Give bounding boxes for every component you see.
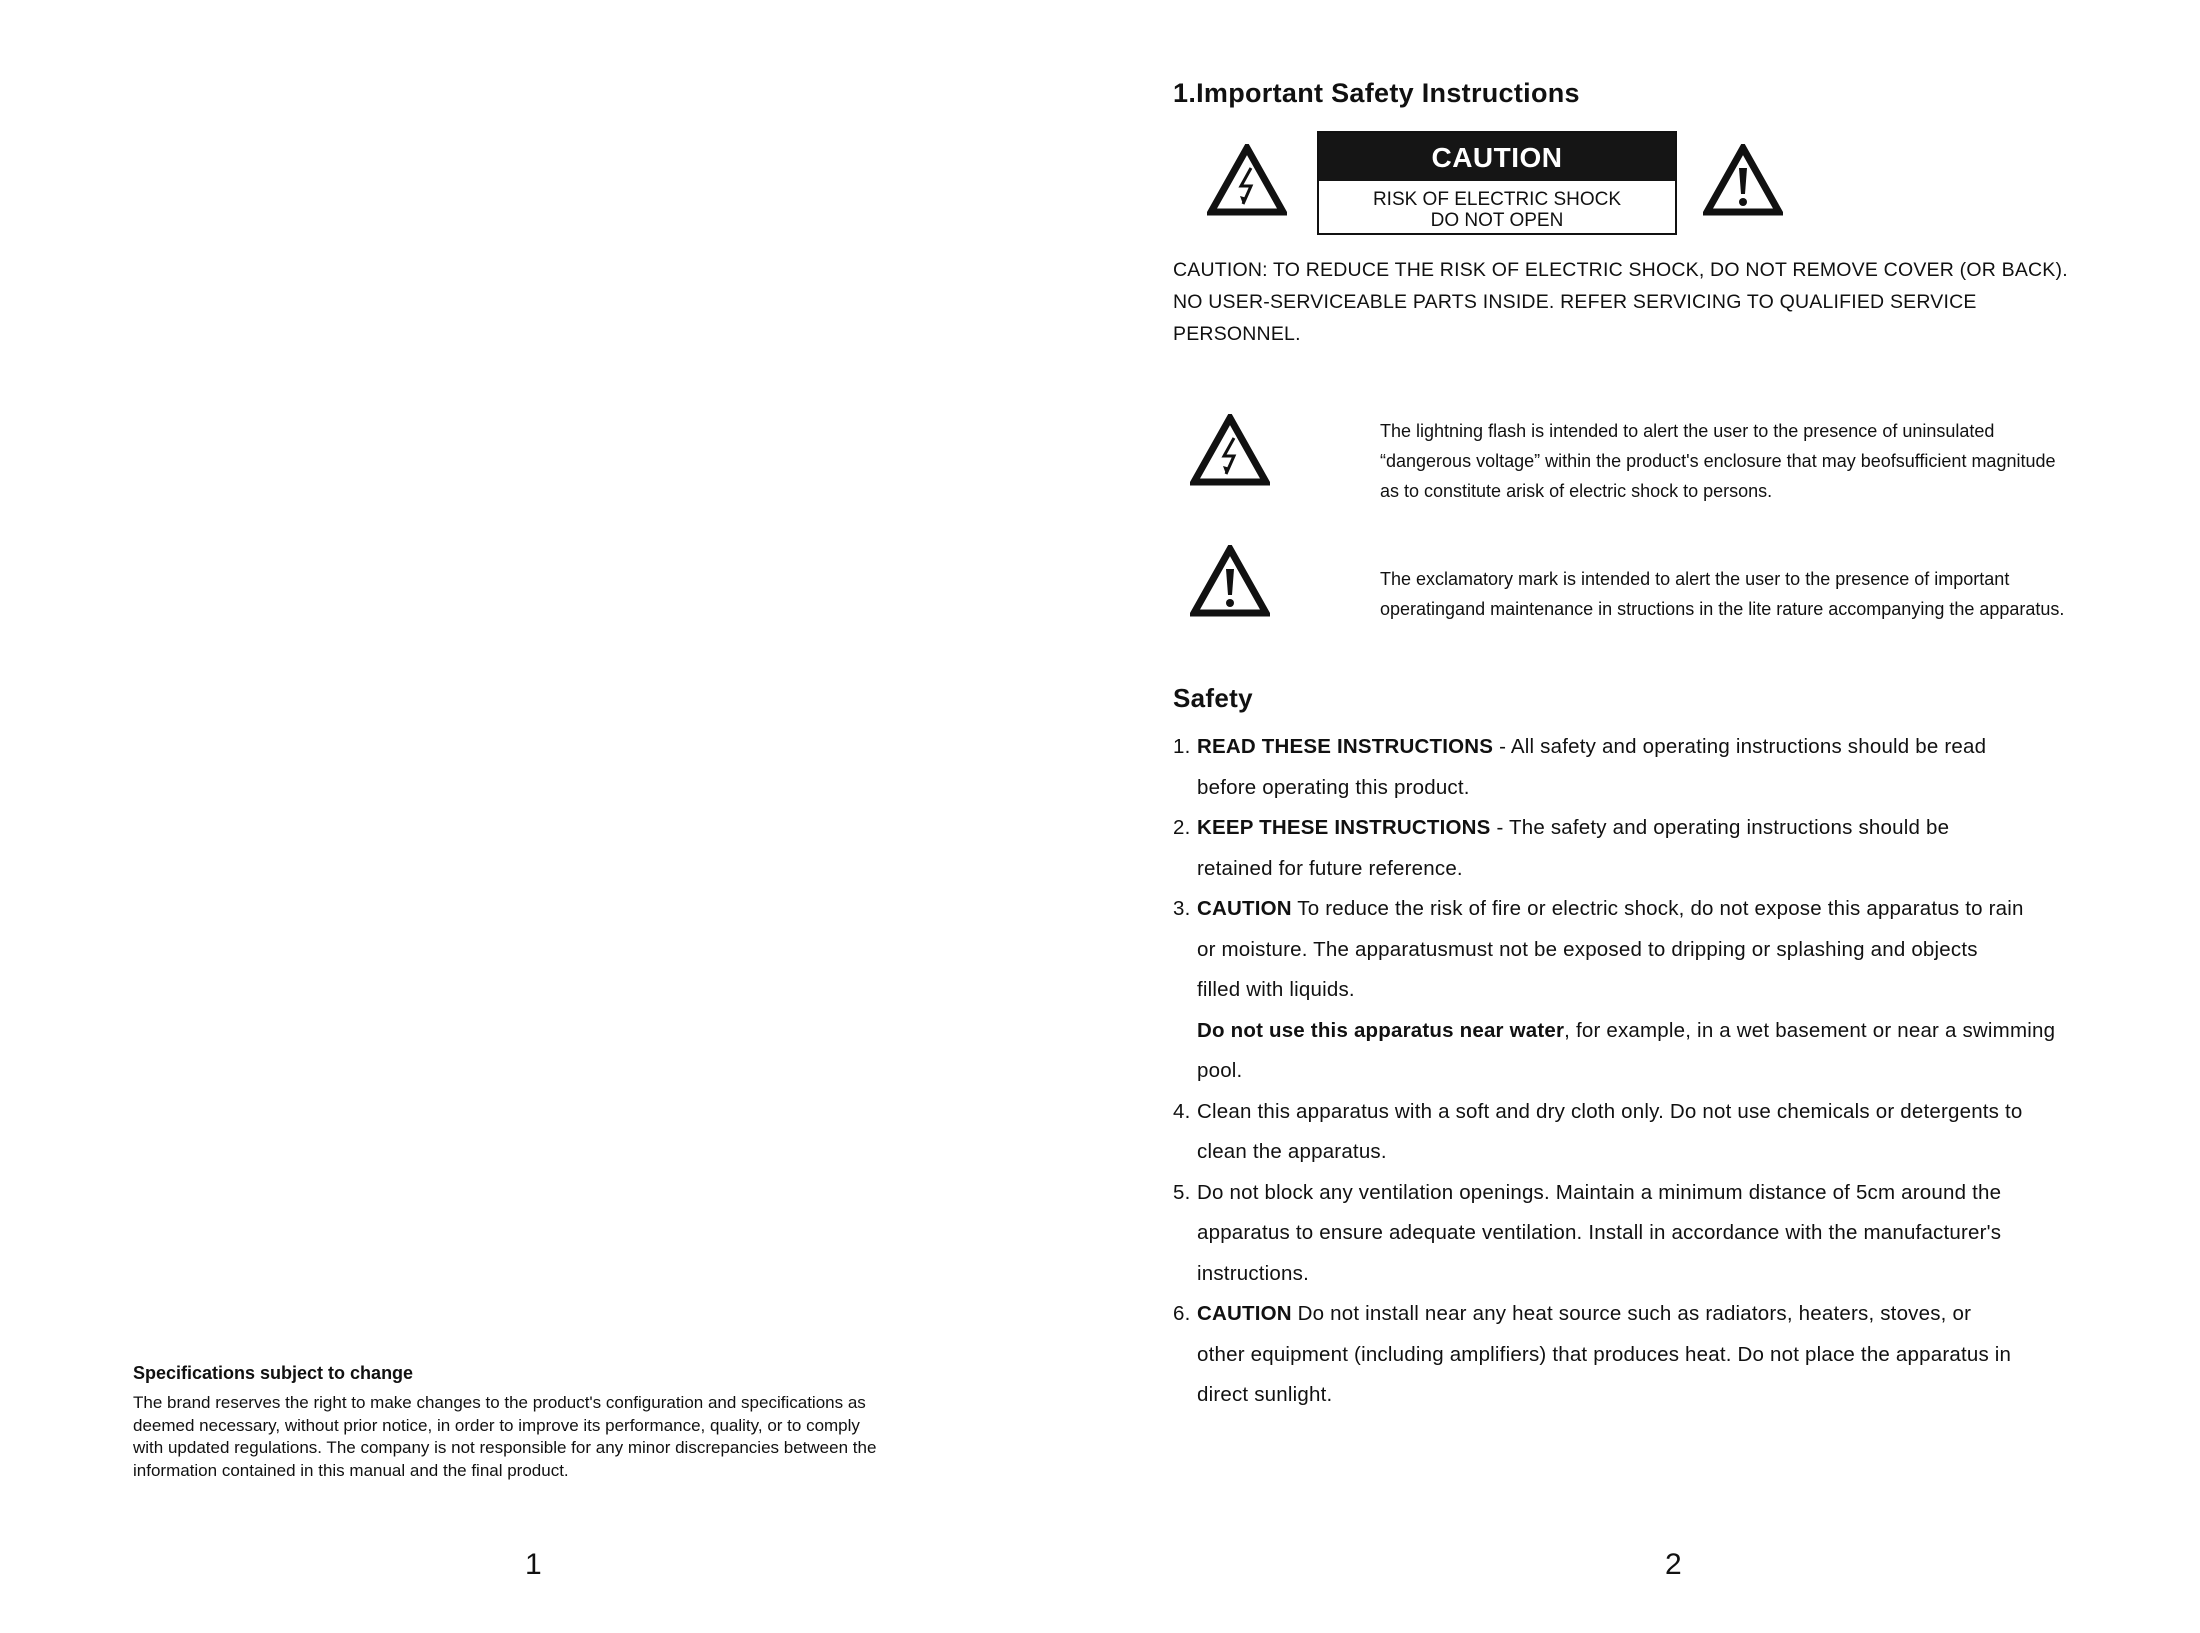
caution-heading: CAUTION bbox=[1319, 133, 1675, 181]
note-line: The exclamatory mark is intended to alert the user to the presence of important bbox=[1380, 569, 2010, 589]
safety-item bbox=[1173, 1092, 2193, 1173]
caution-label-box bbox=[1317, 131, 1677, 235]
item-bold: Do not use this apparatus near water bbox=[1197, 1018, 1565, 1042]
lightning-warning-icon bbox=[1207, 144, 1287, 221]
item-text: - The safety and operating instructions should be bbox=[1490, 816, 1950, 839]
item-bold: KEEP THESE INSTRUCTIONS bbox=[1197, 816, 1491, 839]
safety-item bbox=[1173, 808, 2193, 889]
item-bold: CAUTION bbox=[1197, 1302, 1292, 1325]
item-number: 2. bbox=[1173, 816, 1191, 839]
item-bold: READ THESE INSTRUCTIONS bbox=[1197, 735, 1494, 758]
item-number: 4. bbox=[1173, 1099, 1191, 1123]
item-text: retained for future reference. bbox=[1197, 856, 1463, 880]
item-text: direct sunlight. bbox=[1197, 1383, 1333, 1406]
caution-line: NO USER-SERVICEABLE PARTS INSIDE. REFER SERVICING TO QUALIFIED SERVICE bbox=[1173, 291, 1977, 313]
item-text: Clean this apparatus with a soft and dry cloth only. Do not use chemicals or detergents to bbox=[1197, 1099, 2023, 1123]
safety-item bbox=[1173, 1294, 2193, 1416]
item-text: To reduce the risk of fire or electric shock, do not expose this apparatus to rain bbox=[1291, 897, 2024, 920]
safety-item bbox=[1173, 1173, 2193, 1295]
item-text: clean the apparatus. bbox=[1197, 1140, 1387, 1163]
lightning-warning-icon bbox=[1190, 414, 1270, 491]
item-text: , for example, in a wet basement or near a swimming bbox=[1564, 1018, 2056, 1042]
lightning-note-text bbox=[1380, 416, 2180, 506]
spec-line: The brand reserves the right to make changes to the product's configuration and specifications as bbox=[133, 1393, 866, 1412]
item-text: apparatus to ensure adequate ventilation. Install in accordance with the manufacturer's bbox=[1197, 1221, 2002, 1244]
note-line: as to constitute arisk of electric shock to persons. bbox=[1380, 481, 1773, 501]
spec-line: with updated regulations. The company is not responsible for any minor discrepancies between the bbox=[133, 1438, 877, 1457]
item-text: other equipment (including amplifiers) that produces heat. Do not place the apparatus in bbox=[1197, 1342, 2012, 1366]
page-number: 1 bbox=[525, 1548, 542, 1581]
note-line: The lightning flash is intended to alert the user to the presence of uninsulated bbox=[1380, 421, 1995, 441]
caution-line: PERSONNEL. bbox=[1173, 323, 1301, 345]
exclamation-warning-icon bbox=[1190, 545, 1270, 622]
item-text: Do not block any ventilation openings. Maintain a minimum distance of 5cm around the bbox=[1197, 1180, 2002, 1204]
caution-subtext bbox=[1319, 181, 1675, 231]
spec-line: deemed necessary, without prior notice, in order to improve its performance, quality, or to comply bbox=[133, 1415, 860, 1435]
item-number: 3. bbox=[1173, 897, 1191, 920]
safety-item bbox=[1173, 727, 2193, 808]
spec-title: Specifications subject to change bbox=[133, 1363, 414, 1383]
note-line: “dangerous voltage” within the product's enclosure that may beofsufficient magnitude bbox=[1380, 451, 2056, 471]
item-text: pool. bbox=[1197, 1059, 1243, 1082]
safety-list bbox=[1173, 727, 2193, 1416]
item-text: filled with liquids. bbox=[1197, 978, 1355, 1001]
caution-sub-line: DO NOT OPEN bbox=[1430, 210, 1564, 231]
item-text: - All safety and operating instructions should be read bbox=[1493, 735, 1987, 758]
page-title: 1.Important Safety Instructions bbox=[1173, 78, 1580, 108]
item-text: instructions. bbox=[1197, 1261, 1309, 1285]
item-number: 6. bbox=[1173, 1302, 1191, 1325]
exclamation-note-text bbox=[1380, 564, 2180, 624]
item-number: 1. bbox=[1173, 735, 1191, 758]
item-text: or moisture. The apparatusmust not be exposed to dripping or splashing and objects bbox=[1197, 937, 1978, 961]
caution-sub-line: RISK OF ELECTRIC SHOCK bbox=[1372, 189, 1622, 210]
exclamation-warning-icon bbox=[1703, 144, 1783, 221]
specifications-notice bbox=[133, 1363, 973, 1482]
right-page bbox=[1100, 0, 2200, 1633]
safety-heading: Safety bbox=[1173, 683, 1253, 713]
item-bold: CAUTION bbox=[1197, 897, 1292, 920]
caution-paragraph bbox=[1173, 254, 2173, 350]
item-text: before operating this product. bbox=[1197, 775, 1470, 799]
page-number: 2 bbox=[1665, 1548, 1682, 1581]
item-text: Do not install near any heat source such as radiators, heaters, stoves, or bbox=[1291, 1302, 1972, 1325]
spec-body bbox=[133, 1392, 973, 1482]
safety-item bbox=[1173, 889, 2193, 1092]
item-number: 5. bbox=[1173, 1180, 1191, 1204]
note-line: operatingand maintenance in structions in the lite rature accompanying the apparatus. bbox=[1380, 599, 2065, 619]
caution-line: CAUTION: TO REDUCE THE RISK OF ELECTRIC SHOCK, DO NOT REMOVE COVER (OR BACK). bbox=[1173, 259, 2068, 281]
spec-line: information contained in this manual and the final product. bbox=[133, 1460, 569, 1480]
